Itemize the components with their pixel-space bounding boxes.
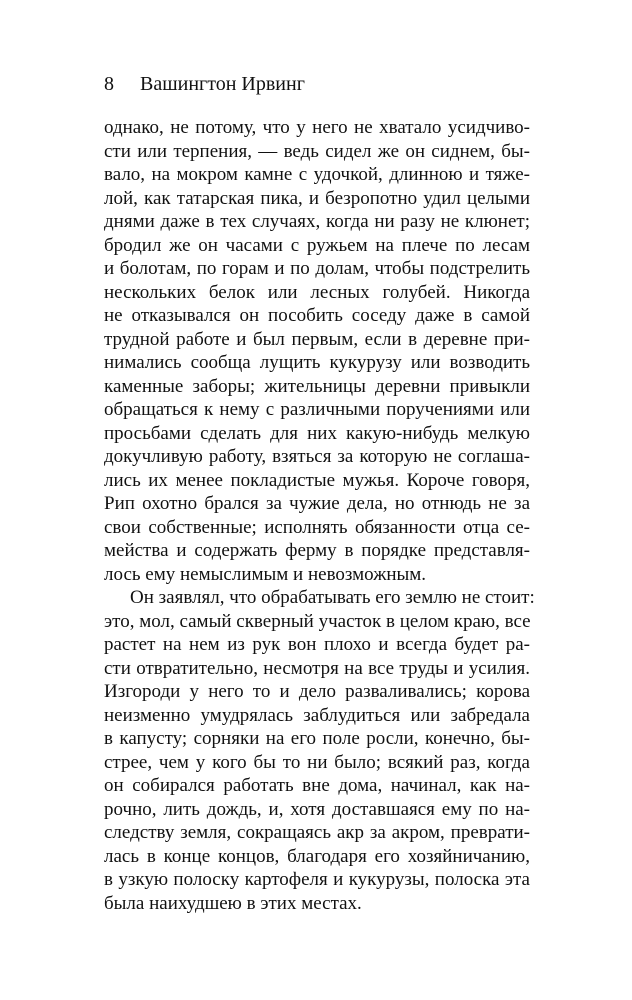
text-line: просьбами сделать для них какую-нибудь мелкую xyxy=(104,422,530,444)
author-name: Вашингтон Ирвинг xyxy=(140,73,305,95)
text-line: не отказывался он пособить соседу даже в самой xyxy=(104,305,530,326)
text-line: была наихудшею в этих местах. xyxy=(104,892,362,914)
text-line: сти или терпения, — ведь сидел же он сиднем, бы- xyxy=(104,140,530,162)
text-line: свои собственные; исполнять обязанности отца се- xyxy=(104,516,530,538)
text-line: Рип охотно брался за чужие дела, но отнюдь не за xyxy=(104,493,530,514)
text-line: бродил же он часами с ружьем на плече по лесам xyxy=(104,234,530,256)
text-line: растет на нем из рук вон плохо и всегда будет ра- xyxy=(104,634,530,655)
text-line: докучливую работу, взяться за которую не соглаша- xyxy=(104,446,530,467)
text-line: это, мол, самый скверный участок в целом краю, все xyxy=(104,610,531,632)
text-line: следству земля, сокращаясь акр за акром, преврати- xyxy=(104,822,530,843)
text-line: нимались сообща лущить кукурузу или возводить xyxy=(104,352,530,373)
text-line: в узкую полоску картофеля и кукурузы, полоска эта xyxy=(104,869,530,890)
body-text xyxy=(104,116,535,915)
text-line: лой, как татарская пика, и безропотно удил целыми xyxy=(104,187,530,209)
text-line: рочно, лить дождь, и, хотя доставшаяся ему по на- xyxy=(104,798,530,820)
text-line: однако, не потому, что у него не хватало усидчиво- xyxy=(104,117,530,138)
paragraph-2 xyxy=(104,586,535,915)
text-line: в капусту; сорняки на его поле росли, конечно, бы- xyxy=(104,728,530,749)
text-line: трудной работе и был первым, если в деревне при- xyxy=(104,328,530,350)
text-line: обращаться к нему с различными поручениями или xyxy=(104,399,530,420)
text-line: вало, на мокром камне с удочкой, длинною и тяже- xyxy=(104,164,530,185)
text-line: днями даже в тех случаях, когда ни разу не клюнет; xyxy=(104,211,530,232)
text-line: нескольких белок или лесных голубей. Никогда xyxy=(104,281,530,303)
text-line: мейства и содержать ферму в порядке представля- xyxy=(104,540,530,561)
text-line: стрее, чем у кого бы то ни было; всякий раз, когда xyxy=(104,751,530,773)
running-head xyxy=(104,71,305,97)
text-line: Изгороди у него то и дело разваливались; корова xyxy=(104,681,530,702)
text-line: лись их менее покладистые мужья. Короче говоря, xyxy=(104,469,530,491)
text-line: и болотам, по горам и по долам, чтобы подстрелить xyxy=(104,258,530,279)
text-line: лась в конце концов, благодаря его хозяйничанию, xyxy=(104,845,530,867)
text-line: каменные заборы; жительницы деревни привыкли xyxy=(104,375,530,397)
text-line: сти отвратительно, несмотря на все труды и усилия. xyxy=(104,657,530,679)
page-number: 8 xyxy=(104,73,114,95)
text-line: лось ему немыслимым и невозможным. xyxy=(104,563,427,585)
paragraph-1 xyxy=(104,116,530,586)
text-line: Он заявлял, что обрабатывать его землю не стоит: xyxy=(130,587,535,608)
text-line: неизменно умудрялась заблудиться или забредала xyxy=(104,704,530,726)
text-line: он собирался работать вне дома, начинал, как на- xyxy=(104,775,530,796)
